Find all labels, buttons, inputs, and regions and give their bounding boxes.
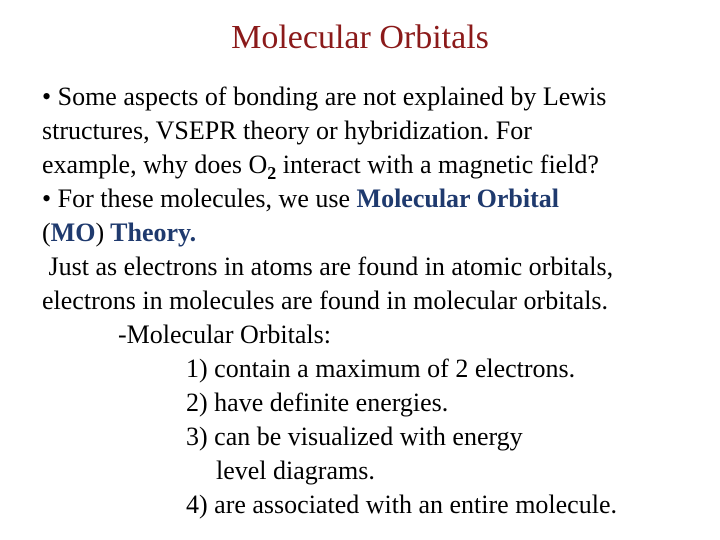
body-line-5 <box>42 216 712 250</box>
body-line-4 <box>42 182 712 216</box>
slide-title: Molecular Orbitals <box>231 19 489 56</box>
mo-abbrev: MO <box>50 218 96 247</box>
body-line-2: structures, VSEPR theory or hybridization. For <box>42 116 532 145</box>
body-line-3 <box>42 148 712 182</box>
line5-close-paren: ) <box>95 218 105 247</box>
list-heading: -Molecular Orbitals: <box>118 320 331 349</box>
oxygen-subscript: 2 <box>267 163 277 183</box>
list-item-4: 4) are associated with an entire molecule. <box>186 490 617 519</box>
body-line-6: Just as electrons in atoms are found in atomic orbitals, <box>42 252 614 281</box>
list-item-3: 3) can be visualized with energy <box>186 422 523 451</box>
molecular-orbital-emphasis: Molecular Orbital <box>356 184 559 213</box>
theory-emphasis: Theory. <box>104 218 197 247</box>
list-item-3-continued: level diagrams. <box>216 456 375 485</box>
line3-text-after: interact with a magnetic field? <box>276 150 599 179</box>
line3-text-before: example, why does O <box>42 150 268 179</box>
list-item-2: 2) have definite energies. <box>186 388 449 417</box>
line5-open-paren: ( <box>42 218 51 247</box>
list-item-1: 1) contain a maximum of 2 electrons. <box>186 354 576 383</box>
body-line-7: electrons in molecules are found in molecular orbitals. <box>42 286 609 315</box>
body-line-1: • Some aspects of bonding are not explained by Lewis <box>42 82 607 111</box>
slide-body <box>42 80 712 522</box>
line4-text-before: • For these molecules, we use <box>42 184 357 213</box>
